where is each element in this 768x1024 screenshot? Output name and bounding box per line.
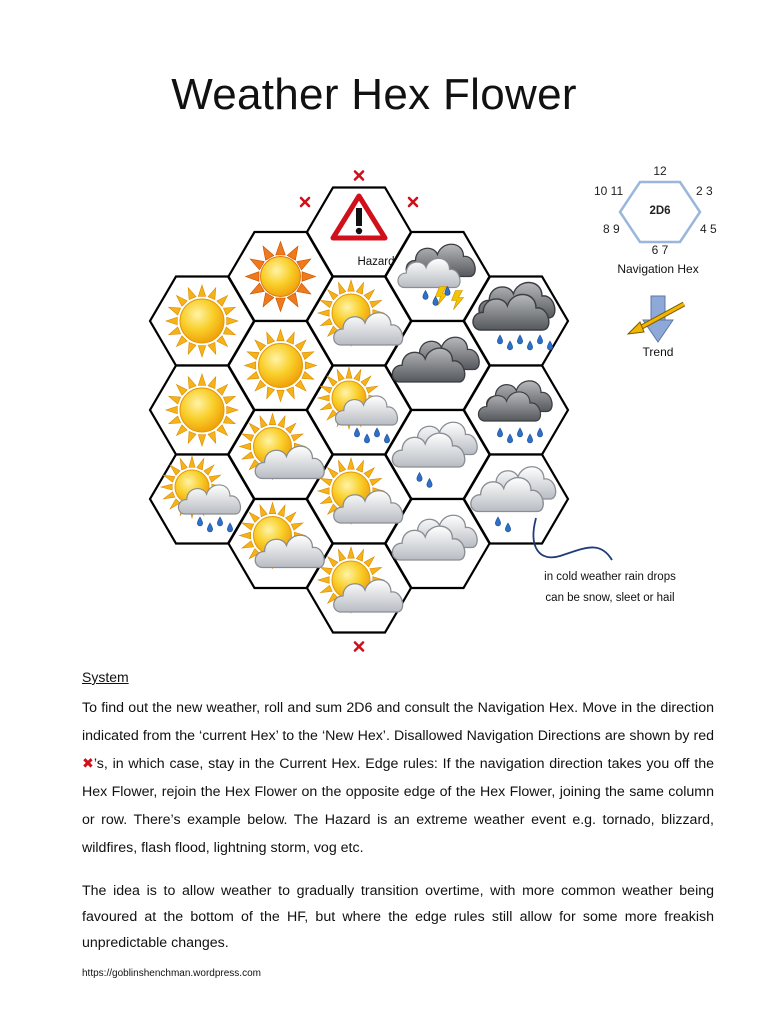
footer-url: https://goblinshenchman.wordpress.com — [82, 968, 261, 979]
idea-paragraph — [82, 878, 714, 956]
nav-hex-bottom: 6 7 — [651, 243, 669, 257]
page-title: Weather Hex Flower — [171, 70, 577, 119]
nav-hex-label: Navigation Hex — [617, 262, 699, 276]
nav-hex-bottom-right: 4 5 — [700, 222, 717, 236]
sun-icon — [245, 330, 317, 402]
nav-hex-top: 12 — [653, 164, 667, 178]
nav-hex-bottom-left: 8 9 — [603, 222, 620, 236]
disallowed-x-icon — [355, 643, 363, 651]
sun-icon — [166, 285, 238, 357]
system-paragraph — [82, 694, 714, 862]
nav-hex-top-right: 2 3 — [696, 184, 713, 198]
disallowed-x-icon — [301, 198, 309, 206]
paragraph-2: The idea is to allow weather to gradually transition overtime, with more common weather being favoured at the bottom of the HF, but where the edge rules still allow for some more freakish unpredictable changes. — [82, 883, 714, 951]
sun-icon — [166, 374, 238, 446]
system-heading: System — [82, 669, 129, 685]
annotation-text — [530, 567, 690, 609]
paragraph-1-part-b: ’s, in which case, stay in the Current Hex. Edge rules: If the navigation direction takes you off the Hex Flower, rejoin the Hex Flower on the opposite edge of the Hex Flower, joining the same column or row. There’s example below. The Hazard is an extreme weather event e.g. tornado, blizzard, wildfires, flash flood, lightning storm, vog etc. — [82, 756, 714, 856]
annotation-line-1: in cold weather rain drops — [544, 571, 676, 583]
annotation-line-2: can be snow, sleet or hail — [545, 592, 675, 604]
weather-sun — [166, 374, 238, 446]
weather-sun — [245, 330, 317, 402]
disallowed-x-icon — [355, 172, 363, 180]
nav-hex-top-left: 10 11 — [594, 184, 624, 198]
disallowed-x-icon — [409, 198, 417, 206]
red-x-icon: ✖ — [82, 756, 94, 772]
paragraph-1-part-a: To find out the new weather, roll and sum 2D6 and consult the Navigation Hex. Move in the direction indicated from the ‘current Hex’ to the ‘New Hex’. Disallowed Navigation Directions are shown by red — [82, 700, 714, 744]
nav-hex-center: 2D6 — [649, 205, 671, 217]
hazard-label: Hazard — [357, 256, 395, 268]
trend-arrow-icon — [628, 296, 684, 342]
trend-label: Trend — [642, 345, 674, 359]
weather-sun — [166, 285, 238, 357]
